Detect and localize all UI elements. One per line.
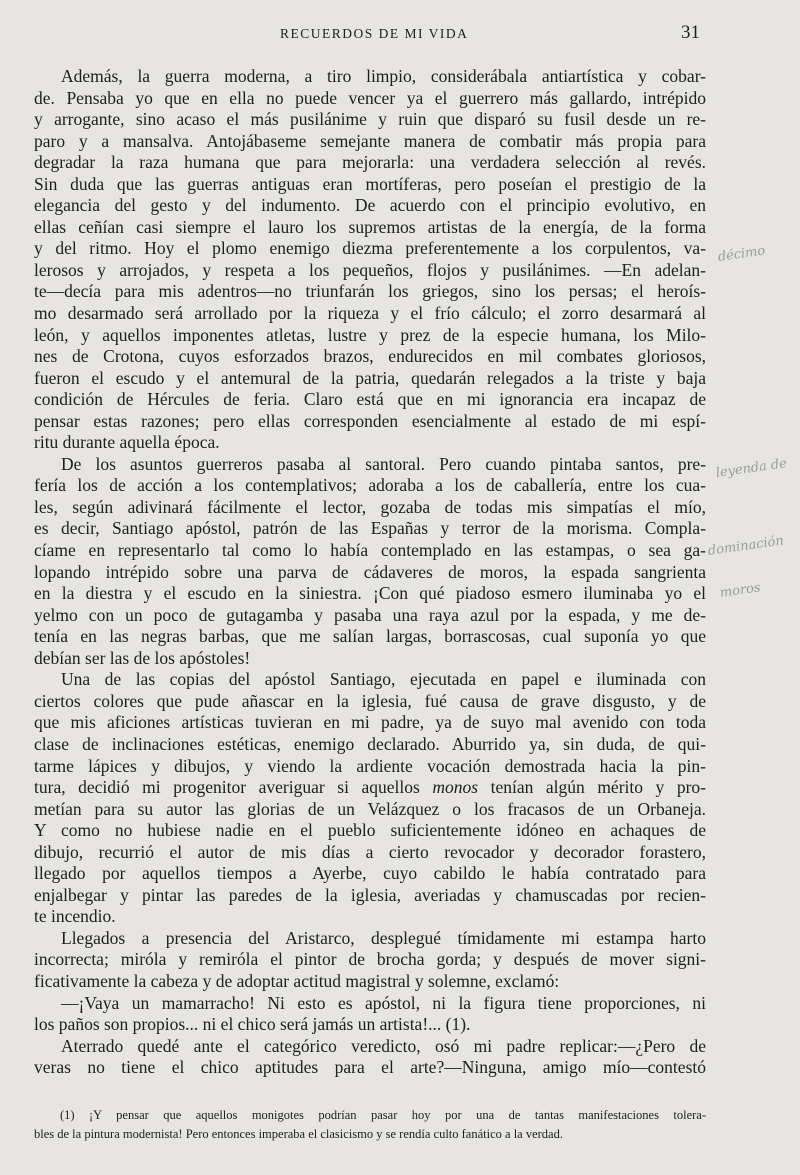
text-line: tura, decidió mi progenitor averiguar si aquellos monos tenían algún mérito y pro- <box>34 777 706 798</box>
text-line: metían para su autor las glorias de un Velázquez o los fracasos de un Orbaneja. <box>34 798 706 819</box>
text-line: tenía en las negras barbas, que me salían largas, borrascosas, cual suponía yo que <box>34 626 706 647</box>
margin-note: moros <box>718 580 762 601</box>
text-line: cíame en representarlo tal como lo había contemplado en las estampas, o sea ga- <box>34 540 706 561</box>
text-line: dibujo, recurrió el autor de mis días a cierto revocador y decorador forastero, <box>34 841 706 862</box>
text-line: Sin duda que las guerras antiguas eran mortíferas, pero poseían el prestigio de la <box>34 173 706 194</box>
text-line: tarme lápices y dibujos, y viendo la ardiente vocación demostrada hacia la pin- <box>34 755 706 776</box>
text-line: les, según adivinará fácilmente el lector, gozaba de todas mis simpatías el mío, <box>34 496 706 517</box>
text-line: los paños son propios... ni el chico será jamás un artista!... (1). <box>34 1014 471 1035</box>
text-line: te—decía para mis adentros—no triunfarán los griegos, sino los persas; el heroís- <box>34 281 706 302</box>
footnote-line: (1) ¡Y pensar que aquellos monigotes podrían pasar hoy por una de tantas manifestaciones tolera- <box>60 1108 706 1122</box>
margin-note: dominación <box>706 533 785 559</box>
text-line: lopando intrépido sobre una parva de cádaveres de moros, la espada sangrienta <box>34 561 706 582</box>
text-line: lerosos y arrojados, y respeta a los pequeños, flojos y pusilánimes. —En adelan- <box>34 259 706 280</box>
text-line: y del ritmo. Hoy el plomo enemigo diezma preferentemente a los corpulentos, va- <box>34 238 706 259</box>
text-line: incorrecta; miróla y remiróla el pintor de brocha gorda; y después de mover signi- <box>34 949 706 970</box>
text-line: te incendio. <box>34 906 116 927</box>
text-line: ciertos colores que pude añascar en la iglesia, fué causa de grave disgusto, y de <box>34 690 706 711</box>
text-line: enjalbegar y pintar las paredes de la iglesia, averiadas y chamuscadas por recien- <box>34 884 706 905</box>
text-line: Una de las copias del apóstol Santiago, ejecutada en papel e iluminada con <box>61 669 706 690</box>
text-line: —¡Vaya un mamarracho! Ni esto es apóstol, ni la figura tiene proporciones, ni <box>61 992 706 1013</box>
text-line: paro y a mansalva. Antojábaseme semejante manera de combatir más propia para <box>34 130 706 151</box>
text-line: debían ser las de los apóstoles! <box>34 647 251 668</box>
paragraph <box>34 993 706 1036</box>
text-line: De los asuntos guerreros pasaba al santoral. Pero cuando pintaba santos, pre- <box>61 453 706 474</box>
text-line: ellas ceñían casi siempre el lauro los supremos artistas de la energía, de la forma <box>34 216 706 237</box>
text-line: elegancia del gesto y del indumento. De acuerdo con el principio evolutivo, en <box>34 195 706 216</box>
text-line: león, y aquellos imponentes atletas, lustre y prez de la especie humana, los Milo- <box>34 324 706 345</box>
page-number: 31 <box>681 22 700 43</box>
text-line: degradar la raza humana que para mejorarla: una verdadera selección al revés. <box>34 152 706 173</box>
running-header <box>0 22 800 46</box>
text-line: es decir, Santiago apóstol, patrón de las Españas y terror de la morisma. Compla- <box>34 518 706 539</box>
text-line: nes de Crotona, cuyos esforzados brazos, endurecidos en mil combates gloriosos, <box>34 346 706 367</box>
text-line: y arrogante, sino acaso el más pusilánime y ruin que disparó su fusil desde un re- <box>34 109 706 130</box>
paragraph <box>34 454 706 669</box>
text-line: de. Pensaba yo que en ella no puede vencer ya el guerrero más gallardo, intrépido <box>34 87 706 108</box>
margin-note: décimo <box>716 243 767 265</box>
paragraph <box>34 66 706 454</box>
text-line: Aterrado quedé ante el categórico veredicto, osó mi padre replicar:—¿Pero de <box>61 1035 706 1056</box>
paragraph <box>34 928 706 993</box>
margin-note: leyenda de <box>714 456 788 481</box>
text-line: Llegados a presencia del Aristarco, desplegué tímidamente mi estampa harto <box>61 927 706 948</box>
footnote <box>34 1106 706 1144</box>
text-line: condición de Hércules de feria. Claro está que en mi ignorancia era incapaz de <box>34 389 706 410</box>
text-line: llegado por aquellos tiempos a Ayerbe, cuyo cabildo le había contratado para <box>34 863 706 884</box>
text-line: en la diestra y el escudo en la siniestra. ¡Con qué piadoso esmero iluminaba yo el <box>34 583 706 604</box>
text-line: Y como no hubiese nadie en el pueblo suficientemente idóneo en achaques de <box>34 820 706 841</box>
paragraph <box>34 1036 706 1079</box>
text-line: que mis aficiones artísticas tuvieran en mi padre, ya de suyo mal avenido con toda <box>34 712 706 733</box>
text-line: fería los de acción a los contemplativos; adoraba a los de caballería, entre los cua- <box>34 475 706 496</box>
body-text <box>34 66 706 1079</box>
text-line: fueron el escudo y el antemural de la patria, quedarán relegados a la triste y baja <box>34 367 706 388</box>
text-line: ficativamente la cabeza y de adoptar actitud magistral y solemne, exclamó: <box>34 970 560 991</box>
text-line: Además, la guerra moderna, a tiro limpio, considerábala antiartística y cobar- <box>61 66 706 86</box>
footnote-line: bles de la pintura modernista! Pero entonces imperaba el clasicismo y se rendía culto fanático a la verdad. <box>34 1127 563 1141</box>
text-line: pensar estas razones; pero ellas corresponden esencialmente al estado de mi espí- <box>34 410 706 431</box>
text-line: ritu durante aquella época. <box>34 432 220 453</box>
text-line: veras no tiene el chico aptitudes para el arte?—Ninguna, amigo mío—contestó <box>34 1057 706 1078</box>
text-line: yelmo con un poco de gutagamba y pasaba una raya azul por la espada, y me de- <box>34 604 706 625</box>
running-title: RECUERDOS DE MI VIDA <box>280 26 469 41</box>
text-line: clase de inclinaciones estéticas, enemigo declarado. Aburrido ya, sin duda, de qui- <box>34 733 706 754</box>
text-line: mo desarmado será arrollado por la riqueza y el frío cálculo; el zorro desarmará al <box>34 303 706 324</box>
paragraph <box>34 669 706 928</box>
